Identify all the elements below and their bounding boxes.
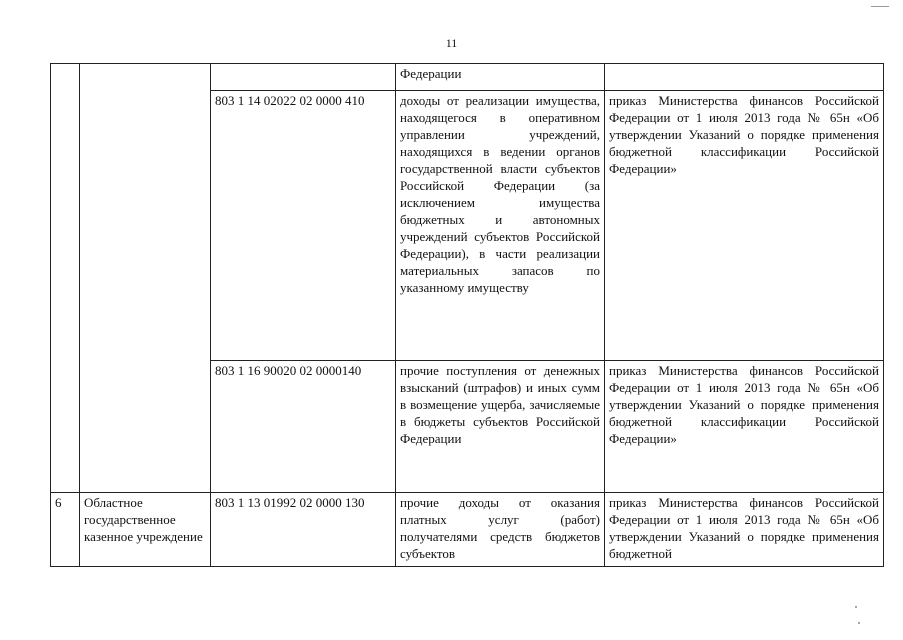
income-description-cell: прочие доходы от оказания платных услуг (работ) получателями средств бюджетов субъектов bbox=[396, 493, 605, 567]
income-description-cell: Федерации bbox=[396, 64, 605, 91]
budget-code-cell bbox=[211, 64, 396, 91]
budget-code-cell: 803 1 14 02022 02 0000 410 bbox=[211, 91, 396, 361]
legal-document-cell: приказ Министерства финансов Российской Федерации от 1 июля 2013 года № 65н «Об утверждении Указаний о порядке применения бюджетной классификации Российской Федерации» bbox=[605, 91, 884, 361]
income-description-cell: прочие поступления от денежных взысканий (штрафов) и иных сумм в возмещение ущерба, зачисляемые в бюджеты субъектов Российской Федерации bbox=[396, 361, 605, 493]
table-row bbox=[51, 493, 884, 567]
scan-speck bbox=[855, 606, 857, 608]
legal-document-cell: приказ Министерства финансов Российской Федерации от 1 июля 2013 года № 65н «Об утверждении Указаний о порядке применения бюджетной классификации Российской Федерации» bbox=[605, 361, 884, 493]
budget-code-cell: 803 1 13 01992 02 0000 130 bbox=[211, 493, 396, 567]
page-number: 11 bbox=[445, 36, 458, 50]
table-row bbox=[51, 64, 884, 91]
organization-cell bbox=[80, 64, 211, 493]
income-sources-table bbox=[50, 63, 884, 567]
organization-cell: Областное государственное казенное учреждение bbox=[80, 493, 211, 567]
row-number-cell: 6 bbox=[51, 493, 80, 567]
scan-edge-mark bbox=[871, 6, 889, 7]
income-description-cell: доходы от реализации имущества, находящегося в оперативном управлении учреждений, находящихся в ведении органов государственной власти субъектов Российской Федерации (за исключением имущества бюджетных и автономных учреждений субъектов Российской Федерации), в части реализации материальных запасов по указанному имуществу bbox=[396, 91, 605, 361]
legal-document-cell: приказ Министерства финансов Российской Федерации от 1 июля 2013 года № 65н «Об утверждении Указаний о порядке применения бюджетной bbox=[605, 493, 884, 567]
legal-document-cell bbox=[605, 64, 884, 91]
budget-code-cell: 803 1 16 90020 02 0000140 bbox=[211, 361, 396, 493]
scan-speck bbox=[858, 622, 860, 624]
row-number-cell bbox=[51, 64, 80, 493]
